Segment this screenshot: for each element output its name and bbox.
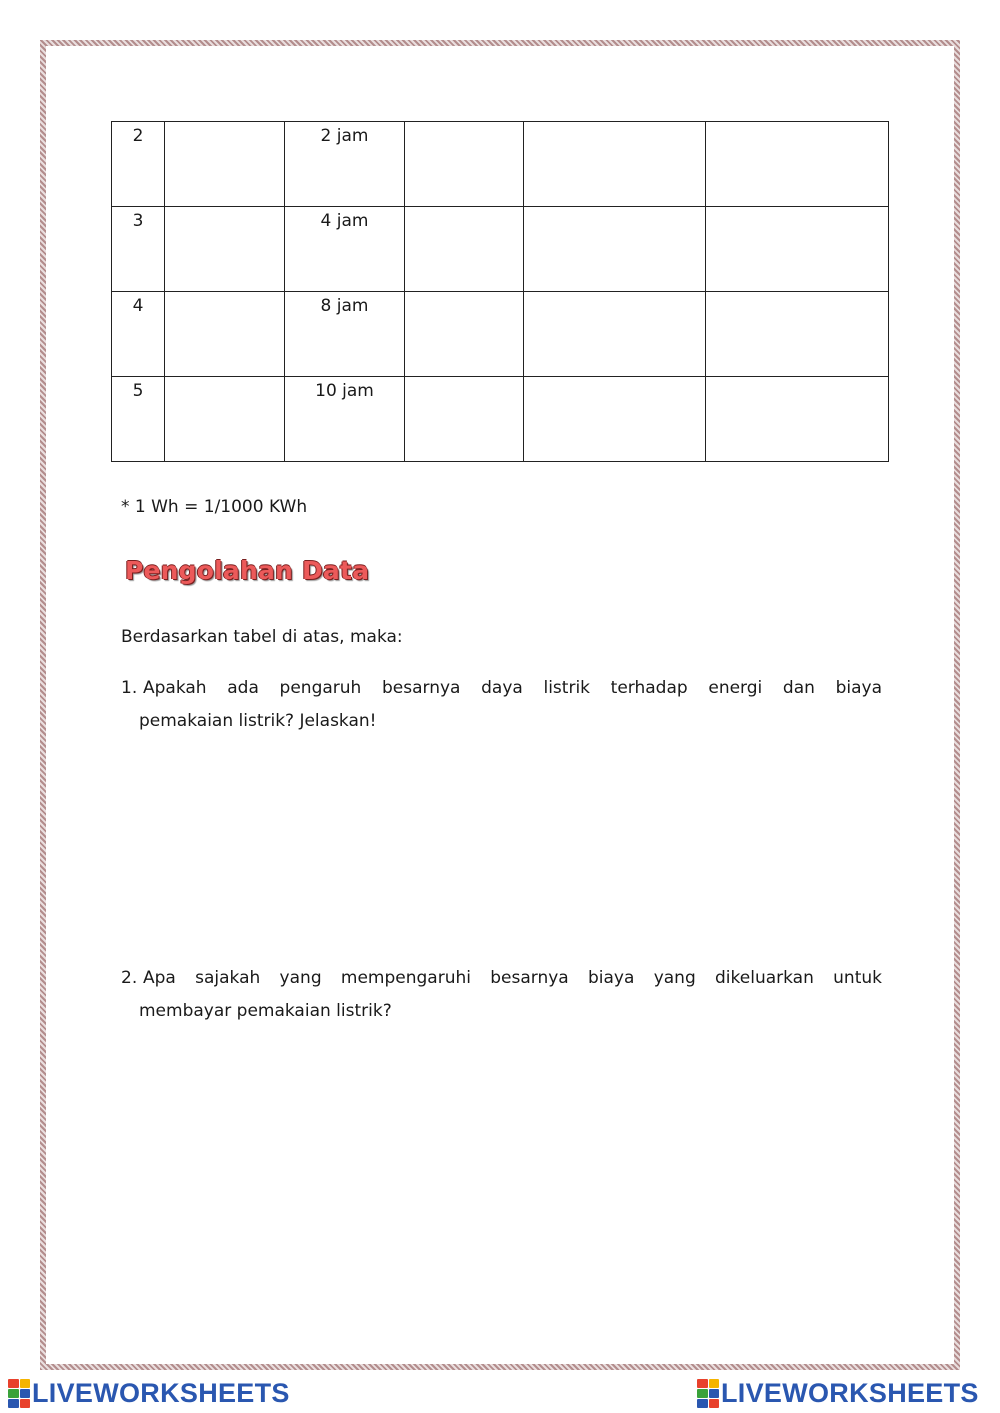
answer-cell[interactable] bbox=[524, 292, 706, 377]
answer-cell[interactable] bbox=[706, 122, 889, 207]
answer-cell[interactable] bbox=[524, 377, 706, 462]
answer-cell[interactable] bbox=[165, 292, 285, 377]
table-row bbox=[112, 207, 889, 292]
question-text-continued: pemakaian listrik? Jelaskan! bbox=[139, 711, 377, 731]
duration-cell: 4 jam bbox=[285, 207, 405, 292]
unit-note: * 1 Wh = 1/1000 KWh bbox=[121, 497, 308, 517]
row-number: 2 bbox=[112, 122, 165, 207]
section-heading: Pengolahan Data bbox=[125, 556, 370, 585]
answer-cell[interactable] bbox=[706, 292, 889, 377]
question-number: 2. bbox=[121, 968, 138, 988]
question-2 bbox=[121, 962, 882, 1028]
table-row bbox=[112, 122, 889, 207]
duration-cell: 10 jam bbox=[285, 377, 405, 462]
liveworksheets-logo bbox=[8, 1378, 290, 1409]
question-number: 1. bbox=[121, 678, 138, 698]
row-number: 4 bbox=[112, 292, 165, 377]
brand-name: LIVEWORKSHEETS bbox=[32, 1378, 290, 1408]
liveworksheets-icon bbox=[697, 1379, 719, 1409]
question-text-continued: membayar pemakaian listrik? bbox=[139, 1001, 392, 1021]
question-text: Apa sajakah yang mempengaruhi besarnya biaya yang dikeluarkan untuk bbox=[143, 968, 882, 988]
answer-cell[interactable] bbox=[524, 122, 706, 207]
table-row bbox=[112, 292, 889, 377]
answer-cell[interactable] bbox=[165, 377, 285, 462]
liveworksheets-logo bbox=[697, 1378, 979, 1409]
liveworksheets-icon bbox=[8, 1379, 30, 1409]
answer-cell[interactable] bbox=[706, 377, 889, 462]
intro-text: Berdasarkan tabel di atas, maka: bbox=[121, 627, 403, 647]
data-table bbox=[111, 121, 889, 462]
duration-cell: 2 jam bbox=[285, 122, 405, 207]
answer-cell[interactable] bbox=[165, 207, 285, 292]
answer-cell[interactable] bbox=[165, 122, 285, 207]
row-number: 3 bbox=[112, 207, 165, 292]
question-1 bbox=[121, 672, 882, 738]
answer-cell[interactable] bbox=[706, 207, 889, 292]
question-text: Apakah ada pengaruh besarnya daya listrik terhadap energi dan biaya bbox=[143, 678, 882, 698]
answer-cell[interactable] bbox=[524, 207, 706, 292]
answer-cell[interactable] bbox=[405, 377, 524, 462]
table-row bbox=[112, 377, 889, 462]
row-number: 5 bbox=[112, 377, 165, 462]
answer-cell[interactable] bbox=[405, 122, 524, 207]
answer-cell[interactable] bbox=[405, 292, 524, 377]
brand-name: LIVEWORKSHEETS bbox=[721, 1378, 979, 1408]
answer-cell[interactable] bbox=[405, 207, 524, 292]
duration-cell: 8 jam bbox=[285, 292, 405, 377]
